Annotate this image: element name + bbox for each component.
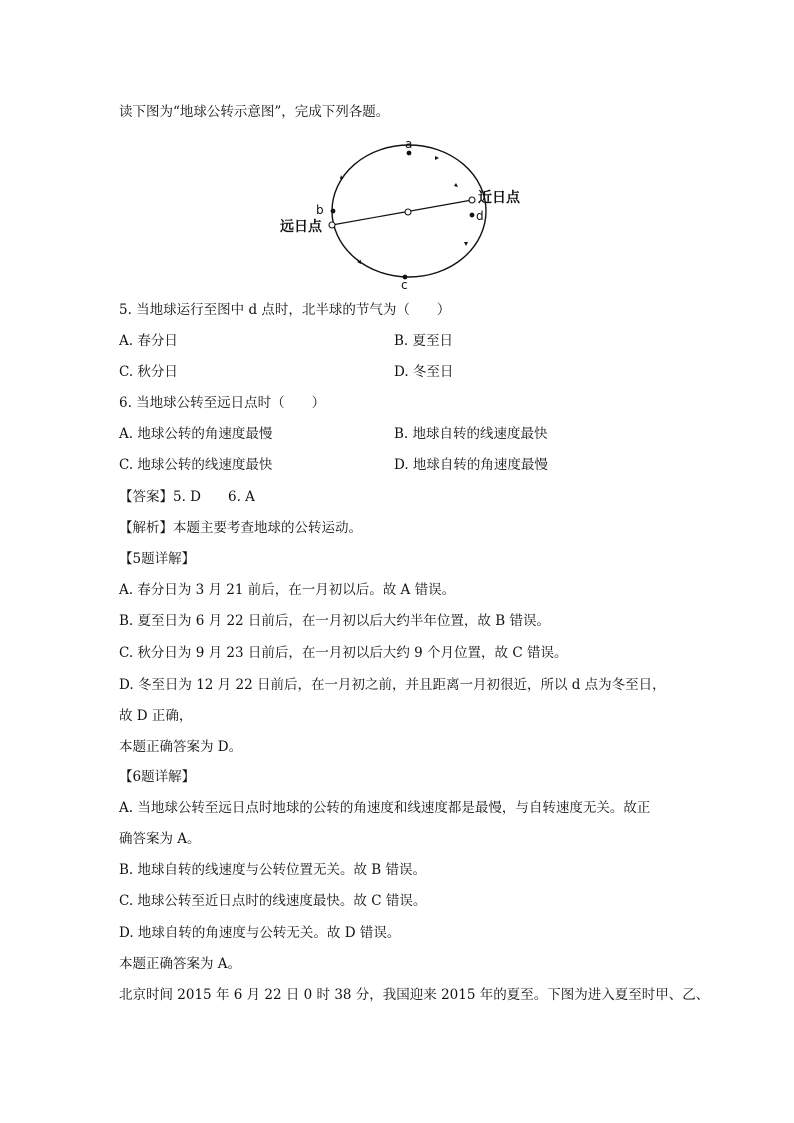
question-5-stem: 5. 当地球运行至图中 d 点时，北半球的节气为（ ） [119, 302, 451, 318]
q6-detail-line: D. 地球自转的角速度与公转无关。故 D 错误。 [119, 925, 401, 941]
question-5-option-a: A. 春分日 [119, 333, 178, 349]
question-6-option-d: D. 地球自转的角速度最慢 [394, 457, 548, 473]
q5-detail-heading: 【5题详解】 [119, 551, 196, 567]
label-a: a [405, 137, 413, 151]
point-b [331, 209, 336, 214]
q6-detail-line: 本题正确答案为 A。 [119, 956, 242, 972]
apsis-line [332, 200, 472, 225]
question-6-option-c: C. 地球公转的线速度最快 [119, 457, 273, 473]
orbit-arrow [464, 242, 468, 246]
q5-detail-line: B. 夏至日为 6 月 22 日前后，在一月初以后大约半年位置，故 B 错误。 [119, 613, 550, 629]
aphelion-marker [329, 222, 335, 228]
label-perihelion: 近日点 [478, 190, 520, 206]
q6-detail-line: C. 地球公转至近日点时的线速度最快。故 C 错误。 [119, 893, 427, 909]
answer-line: 【答案】5. D 6. A [119, 489, 255, 505]
q6-detail-heading: 【6题详解】 [119, 769, 196, 785]
question-5-option-d: D. 冬至日 [394, 364, 454, 380]
q5-detail-line: 本题正确答案为 D。 [119, 739, 243, 755]
question-6-stem: 6. 当地球公转至远日点时（ ） [119, 395, 326, 411]
intro-text: 读下图为“地球公转示意图”，完成下列各题。 [119, 104, 390, 120]
q6-detail-line: A. 当地球公转至远日点时地球的公转的角速度和线速度都是最慢，与自转速度无关。故正 [119, 800, 651, 816]
q6-detail-line: 确答案为 A。 [119, 831, 201, 847]
label-aphelion: 远日点 [280, 219, 322, 235]
question-5-option-b: B. 夏至日 [394, 333, 454, 349]
sun-marker [405, 209, 411, 215]
question-6-option-b: B. 地球自转的线速度最快 [394, 426, 548, 442]
analysis-line: 【解析】本题主要考查地球的公转运动。 [119, 520, 362, 536]
q5-detail-line: C. 秋分日为 9 月 23 日前后，在一月初以后大约 9 个月位置，故 C 错误。 [119, 645, 568, 661]
orbit-arrow [454, 183, 458, 187]
earth-orbit-diagram [270, 134, 540, 290]
orbit-arrow [435, 156, 439, 160]
point-a [407, 151, 412, 156]
perihelion-marker [469, 197, 475, 203]
question-5-option-c: C. 秋分日 [119, 364, 178, 380]
point-d [470, 213, 475, 218]
next-question-intro: 北京时间 2015 年 6 月 22 日 0 时 38 分，我国迎来 2015 年的夏至。下图为进入夏至时甲、乙、 [119, 987, 710, 1003]
label-d: d [476, 209, 484, 223]
q6-detail-line: B. 地球自转的线速度与公转位置无关。故 B 错误。 [119, 862, 427, 878]
q5-detail-line: D. 冬至日为 12 月 22 日前后，在一月初之前，并且距离一月初很近，所以 d 点为冬至日， [119, 677, 666, 693]
q5-detail-line: A. 春分日为 3 月 21 前后，在一月初以后。故 A 错误。 [119, 582, 456, 598]
label-b: b [316, 203, 324, 217]
question-6-option-a: A. 地球公转的角速度最慢 [119, 426, 273, 442]
q5-detail-line: 故 D 正确， [119, 708, 193, 724]
label-c: c [401, 278, 408, 290]
